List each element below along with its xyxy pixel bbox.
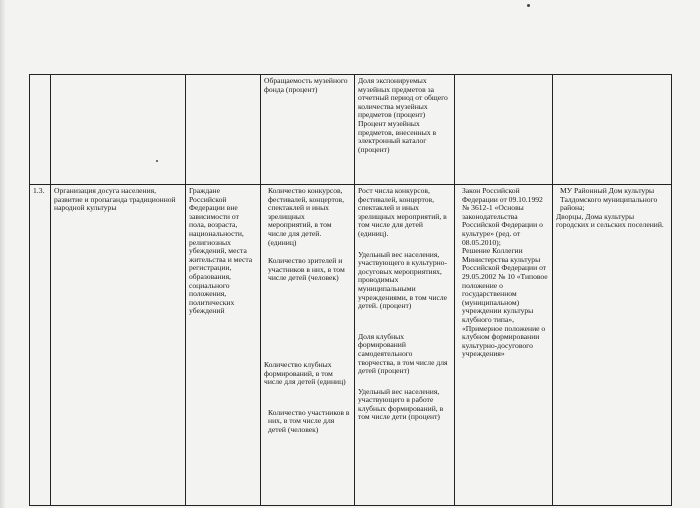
cell-recipients	[186, 75, 261, 185]
recipients-text: Граждане Российской Федерации вне зависимости от пола, возраста, национальности, религиозных убеждений, места жительства и места регистрации, образования, социального положения, политических убеждений	[189, 186, 253, 316]
services-table	[29, 74, 672, 506]
table-row	[30, 75, 672, 185]
volume-indicator-3: Количество клубных формирований, в том числе для детей (единиц)	[264, 359, 346, 387]
quality-indicator-4: Удельный вес населения, участвующего в работе клубных формирований, в том числе дети (процент)	[358, 386, 444, 422]
volume-indicator-2: Количество зрителей и участников в них, в том числе детей (человек)	[268, 256, 345, 283]
quality-indicator-text: Доля экспонируемых музейных предметов за отчетный период от общего количества музейных предметов (процент) Процент музейных предметов, внесенных в электронный каталог (процент)	[358, 76, 448, 154]
volume-indicator-text: Обращаемость музейного фонда (процент)	[264, 76, 348, 94]
cell-legal-basis	[455, 185, 553, 506]
cell-quality-indicator	[355, 75, 455, 185]
institution-2: Дворцы, Дома культуры городских и сельских поселений.	[556, 211, 664, 230]
cell-institutions	[553, 75, 672, 185]
institution-1: МУ Районный Дом культуры Талдомского муниципального района;	[560, 186, 658, 213]
legal-basis-2: Решение Коллегии Министерства культуры Российской Федерации от 29.05.2002 № 10 «Типовое положение о государственном (муниципальном) учреждении культуры клубного типа», «Примерное положение о клубном формировании культурно-досугового учреждения»	[462, 246, 548, 359]
cell-quality-indicators	[355, 185, 455, 506]
legal-basis-1: Закон Российской Федерации от 09.10.1992 № 3612-1 «Основы законодательства Российской Федерации о культуре» (ред. от 08.05.2010);	[462, 186, 543, 247]
quality-indicator-2: Удельный вес населения, участвующего в культурно-досуговых мероприятиях, проводимых муниципальными учреждениями, в том числе детей. (процент)	[358, 249, 448, 311]
quality-indicator-3: Доля клубных формирований самодеятельного творчества, в том числе для детей (процент)	[358, 331, 448, 376]
page-edge-shadow	[0, 0, 6, 508]
table-row	[30, 185, 672, 506]
cell-volume-indicator	[261, 75, 355, 185]
row-number: 1.3.	[33, 186, 45, 195]
cell-service-name	[51, 75, 186, 185]
cell-service-name	[51, 185, 186, 506]
quality-indicator-1: Рост числа конкурсов, фестивалей, концертов, спектаклей и иных зрелищных мероприятий, в том числе для детей (единиц).	[358, 186, 447, 238]
volume-indicator-4: Количество участников в них, в том числе для детей (человек)	[268, 407, 350, 434]
volume-indicator-1: Количество конкурсов, фестивалей, концертов, спектаклей и иных зрелищных мероприятий, в том числе для детей. (единиц)	[268, 186, 344, 247]
cell-number	[30, 185, 51, 506]
service-title: Организация досуга населения, развитие и пропаганда традиционной народной культуры	[54, 186, 176, 213]
cell-institutions	[553, 185, 672, 506]
cell-recipients	[186, 185, 261, 506]
cell-number	[30, 75, 51, 185]
scan-speck	[527, 4, 530, 7]
cell-legal-basis	[455, 75, 553, 185]
cell-volume-indicators	[261, 185, 355, 506]
